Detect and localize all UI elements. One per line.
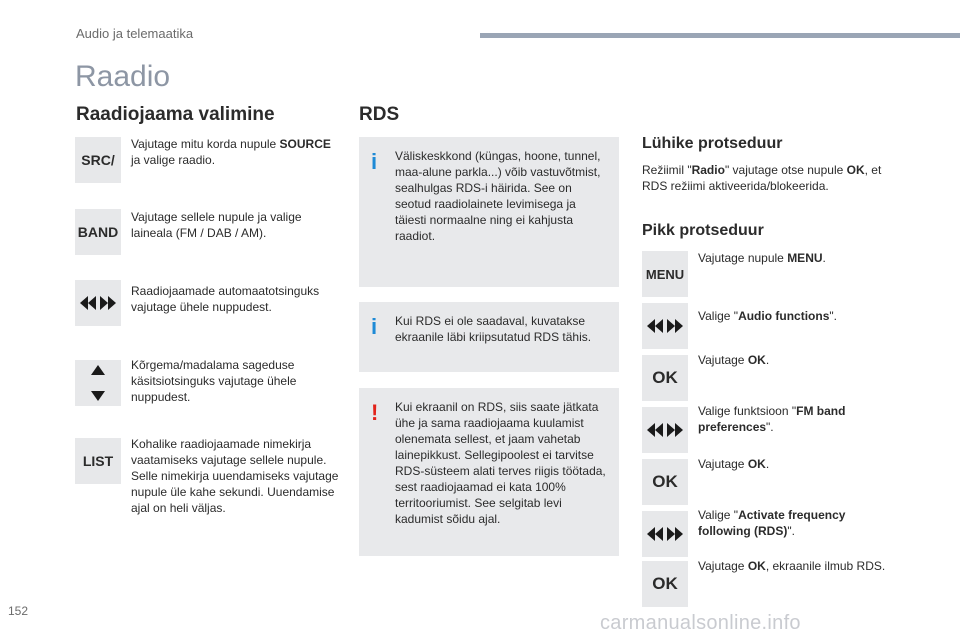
info-note-2-text: Kui RDS ei ole saadaval, kuvatakse ekraanile läbi kriipsutatud RDS tähis. <box>395 314 592 344</box>
arrows-icon <box>642 511 688 557</box>
step-4-text: Valige funktsioon "FM band preferences". <box>698 404 846 434</box>
page-number: 152 <box>8 604 29 618</box>
step-3-text: Vajutage OK. <box>698 353 770 367</box>
step-6-text: Valige "Activate frequency following (RDS)". <box>698 508 846 538</box>
header-bar <box>480 33 960 38</box>
list-label: LIST <box>82 453 114 469</box>
manual-search-text: Kõrgema/madalama sageduse käsitsiotsinguks vajutage ühele nuppudest. <box>131 358 297 404</box>
info-icon: i <box>371 314 378 339</box>
warning-note <box>359 388 619 556</box>
arrows-icon <box>642 407 688 453</box>
band-text: Vajutage sellele nupule ja valige laineala (FM / DAB / AM). <box>131 210 302 240</box>
section-label: Audio ja telemaatika <box>76 26 194 41</box>
short-procedure-heading: Lühike protseduur <box>642 135 783 152</box>
step-1-text: Vajutage nupule MENU. <box>698 251 826 265</box>
band-label: BAND <box>77 224 119 240</box>
menu-button-icon <box>642 251 688 297</box>
watermark: carmanualsonline.info <box>600 612 801 634</box>
left-heading: Raadiojaama valimine <box>76 104 275 125</box>
source-text: Vajutage mitu korda nupule SOURCE ja valige raadio. <box>131 137 331 167</box>
ok-button-icon <box>642 459 688 505</box>
source-button-icon <box>75 137 121 183</box>
seek-text: Raadiojaamade automaatotsinguks vajutage ühele nuppudest. <box>131 284 320 314</box>
ok-label: OK <box>652 472 678 491</box>
menu-label: MENU <box>645 266 685 282</box>
rds-heading: RDS <box>359 104 400 125</box>
up-down-arrows-icon <box>75 360 121 406</box>
info-icon: i <box>371 149 378 174</box>
step-7-text: Vajutage OK, ekraanile ilmub RDS. <box>698 559 886 573</box>
ok-button-icon <box>642 561 688 607</box>
warning-icon: ! <box>371 400 379 425</box>
short-procedure-text: Režiimil "Radio" vajutage otse nupule OK, et RDS režiimi aktiveerida/blokeerida. <box>642 163 882 193</box>
ok-label: OK <box>652 368 678 387</box>
src-label: SRC/ <box>81 152 115 168</box>
band-button-icon <box>75 209 121 255</box>
info-note-1 <box>359 137 619 287</box>
list-text: Kohalike raadiojaamade nimekirja vaatamiseks vajutage sellele nupule. Selle nimekirja uuendamiseks vajutage nupule üle kahe sekundi. Uuendamise ajal on heli väljas. <box>131 437 339 515</box>
info-note-1-text: Väliskeskkond (küngas, hoone, tunnel, maa-alune parkla...) võib vastuvõtmist, sealhulgas RDS-i häirida. See on seotud raadiolainete levimisega ja täiesti normaalne ning ei kahjusta raadiot. <box>395 149 601 243</box>
step-2-text: Valige "Audio functions". <box>698 309 837 323</box>
warning-note-text: Kui ekraanil on RDS, siis saate jätkata ühe ja sama raadiojaama kuulamist olenemata sellest, et jaam vahetab lainepikkust. Sellegipoolest ei tarvitse RDS-süsteem alati terves riigis töötada, sest raadiojaamad ei kata 100% territooriumist. See selgitab levi kadumist sõidu ajal. <box>395 400 606 526</box>
ok-label: OK <box>652 574 678 593</box>
arrows-icon <box>642 303 688 349</box>
seek-arrows-icon <box>75 280 121 326</box>
step-5-text: Vajutage OK. <box>698 457 770 471</box>
info-note-2 <box>359 302 619 372</box>
ok-button-icon <box>642 355 688 401</box>
long-procedure-heading: Pikk protseduur <box>642 222 764 239</box>
list-button-icon <box>75 438 121 484</box>
page-title: Raadio <box>75 60 171 93</box>
